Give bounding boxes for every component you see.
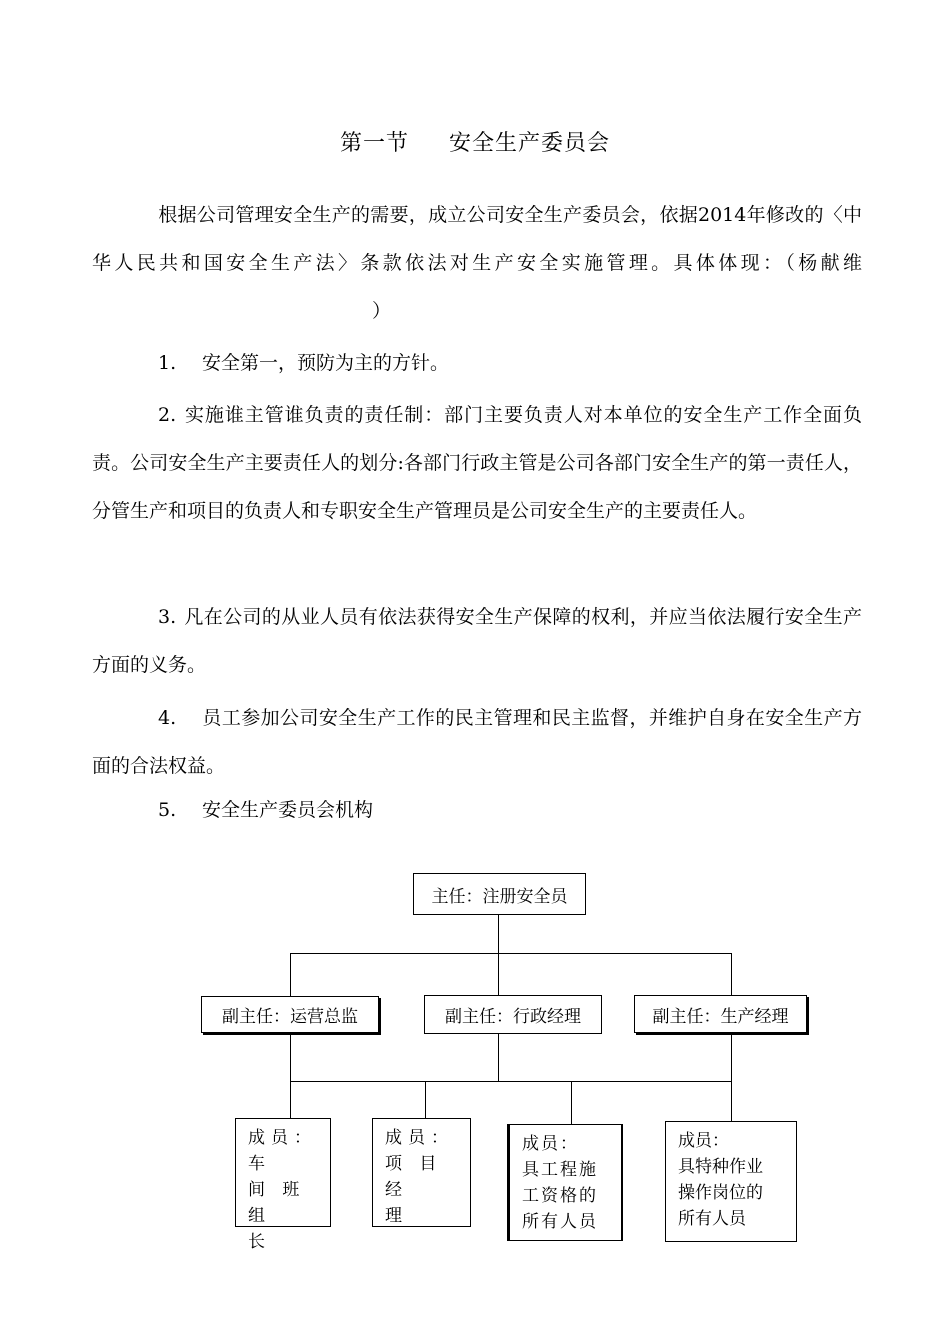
list-item-3 bbox=[92, 593, 862, 689]
list-item-5 bbox=[92, 786, 862, 834]
connector-line bbox=[731, 953, 732, 997]
item-number: 2. bbox=[158, 404, 177, 426]
item-number: 4. bbox=[158, 707, 177, 729]
connector-line bbox=[290, 1081, 291, 1119]
item-text: 安全生产委员会机构 bbox=[202, 799, 374, 821]
org-member-line: 具特种作业 bbox=[678, 1157, 763, 1177]
connector-line bbox=[571, 1081, 572, 1125]
intro-paragraph bbox=[92, 191, 862, 335]
title-section: 第一节 bbox=[339, 131, 409, 156]
connector-line bbox=[290, 1081, 732, 1082]
connector-line bbox=[498, 953, 499, 997]
org-member-line: 理 bbox=[385, 1206, 408, 1226]
item-text: 员工参加公司安全生产工作的民主管理和民主监督，并维护自身在安全生产方面的合法权益。 bbox=[92, 707, 862, 777]
org-member-line: 操作岗位的 bbox=[678, 1183, 763, 1203]
org-member-line: 间 班 组 bbox=[248, 1180, 306, 1226]
org-member-line: 工资格的 bbox=[522, 1186, 598, 1206]
org-member-line: 成员：车 bbox=[248, 1128, 317, 1174]
intro-text: 根据公司管理安全生产的需要，成立公司安全生产委员会，依据2014年修改的〈中华人民共和国安全生产法〉条款依法对生产安全实施管理。具体体现：（杨献维 bbox=[92, 204, 862, 274]
item-number: 5. bbox=[158, 799, 177, 821]
org-chair-label: 主任：注册安全员 bbox=[431, 886, 568, 907]
connector-line bbox=[498, 1033, 499, 1082]
org-member-line: 项 目 经 bbox=[385, 1154, 443, 1200]
connector-line bbox=[731, 1081, 732, 1122]
intro-close: ） bbox=[372, 300, 392, 322]
org-vice-label: 副主任：运营总监 bbox=[222, 1007, 358, 1027]
item-text: 安全第一，预防为主的方针。 bbox=[202, 352, 450, 374]
org-vice-label: 副主任：行政经理 bbox=[445, 1007, 581, 1027]
title-heading: 安全生产委员会 bbox=[449, 131, 611, 156]
org-member-line: 成员： bbox=[385, 1128, 454, 1148]
org-member-box-workshop bbox=[235, 1118, 331, 1252]
org-vice-box-production bbox=[634, 995, 807, 1033]
org-member-box-special-ops bbox=[665, 1121, 797, 1242]
item-number: 3. bbox=[158, 606, 177, 628]
org-member-line: 具工程施 bbox=[522, 1160, 598, 1180]
item-number: 1. bbox=[158, 352, 177, 374]
org-member-line: 成员： bbox=[522, 1134, 579, 1154]
org-member-line: 所有人员 bbox=[678, 1209, 746, 1229]
list-item-1 bbox=[92, 339, 862, 387]
org-vice-box-operations bbox=[201, 996, 379, 1033]
connector-line bbox=[425, 1081, 426, 1119]
org-vice-label: 副主任：生产经理 bbox=[652, 1006, 789, 1027]
list-item-4 bbox=[92, 694, 862, 790]
connector-line bbox=[290, 953, 291, 997]
org-member-line: 成员： bbox=[678, 1131, 729, 1151]
org-chair-box bbox=[413, 873, 586, 915]
list-item-2 bbox=[92, 391, 862, 535]
org-member-line: 长 bbox=[248, 1232, 271, 1252]
connector-line bbox=[290, 1033, 291, 1082]
page-title bbox=[0, 126, 950, 157]
connector-line bbox=[290, 953, 732, 954]
connector-line bbox=[498, 914, 499, 954]
org-vice-box-admin bbox=[424, 995, 602, 1034]
item-text: 凡在公司的从业人员有依法获得安全生产保障的权利，并应当依法履行安全生产方面的义务。 bbox=[92, 606, 862, 676]
org-member-line: 所有人员 bbox=[522, 1212, 598, 1232]
connector-line bbox=[731, 1033, 732, 1082]
org-member-box-project bbox=[372, 1118, 471, 1227]
org-member-box-construction bbox=[507, 1124, 623, 1241]
item-text: 实施谁主管谁负责的责任制：部门主要负责人对本单位的安全生产工作全面负责。公司安全生产主要责任人的划分:各部门行政主管是公司各部门安全生产的第一责任人，分管生产和项目的负责人和专职安全生产管理员是公司安全生产的主要责任人。 bbox=[92, 404, 862, 522]
